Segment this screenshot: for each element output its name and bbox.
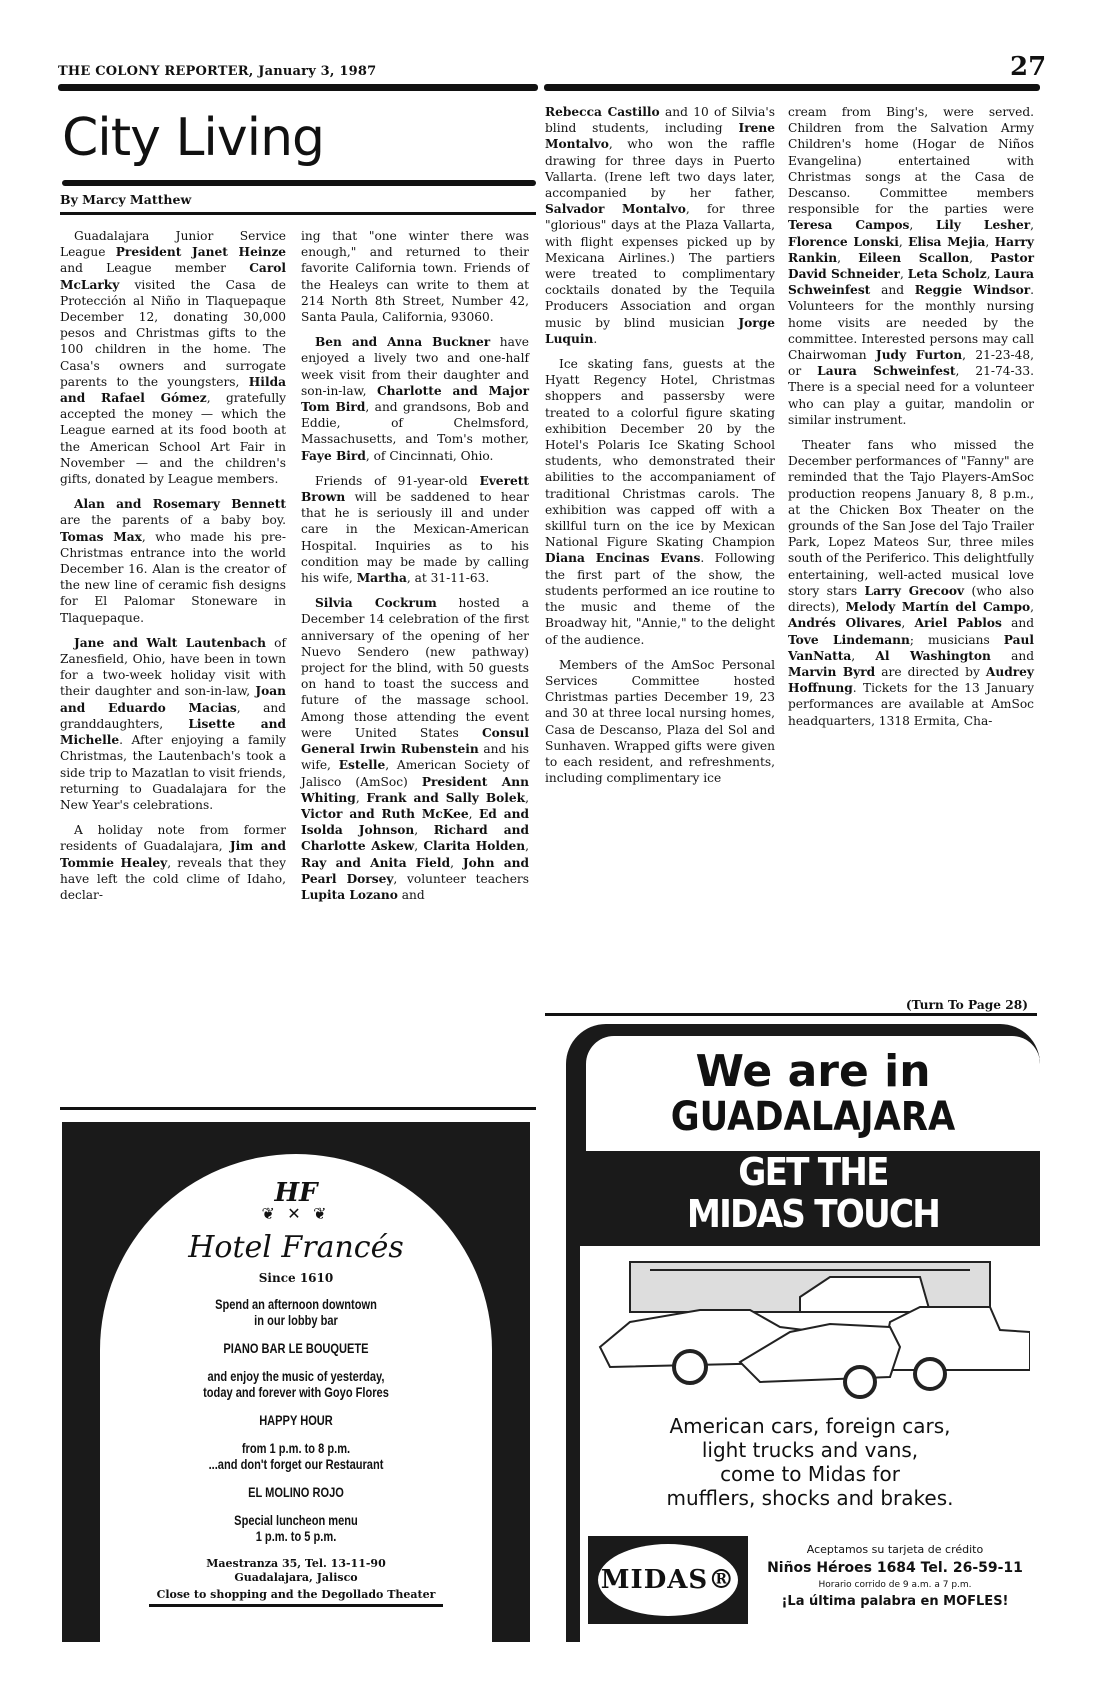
- credit-line: Aceptamos su tarjeta de crédito: [806, 1543, 984, 1556]
- midas-body: [580, 1246, 1040, 1642]
- paragraph: ing that "one winter there was enough," and returned to their favorite California town. Friends of the Healeys can write to them at 214 North 8th Street, Number 42, Santa Paula, California, 93060.: [301, 229, 529, 325]
- ad-line: in our lobby bar: [254, 1313, 338, 1328]
- ad-line: and enjoy the music of yesterday,: [207, 1369, 385, 1384]
- midas-headline-box: [586, 1036, 1040, 1151]
- ad-line: Special luncheon menu: [234, 1513, 358, 1528]
- midas-info: [750, 1542, 1040, 1612]
- paragraph: Rebecca Castillo and 10 of Silvia's blind students, including Irene Montalvo, who won the raffle drawing for three days in Puerto Vallarta. (Irene left two days later, accompanied by her father, Salvador Montalvo, for three "glorious" days at the Plaza Vallarta, with flight expenses picked up by Mexicana Airlines.) The partiers were treated to complimentary cocktails donated by the Tequila Producers Association and organ music by blind musician Jorge Luquin.: [545, 105, 775, 346]
- paragraph: Theater fans who missed the December performances of "Fanny" are reminded that the Tajo Players-AmSoc production reopens January 8, 8 p.m., at the Chicken Box Theater on the grounds of the San Jose del Tajo Trailer Park, Lopez Mateos Sur, three miles south of the Periferico. This delightfully entertaining, well-acted musical love story stars Larry Grecoov (who also directs), Melody Martín del Campo, Andrés Olivares, Ariel Pablos and Tove Lindemann; musicians Paul VanNatta, Al Washington and Marvin Byrd are directed by Audrey Hoffnung. Tickets for the 13 January performances are available at AmSoc headquarters, 1318 Ermita, Cha-: [788, 438, 1035, 728]
- ad-line: EL MOLINO ROJO: [248, 1485, 344, 1500]
- midas-band: [586, 1151, 1040, 1246]
- ad-line: today and forever with Goyo Flores: [203, 1385, 389, 1400]
- section-title: City Living: [62, 108, 325, 168]
- paragraph: Ice skating fans, guests at the Hyatt Regency Hotel, Christmas shoppers and passersby were treated to a colorful figure skating exhibition December 20 by the Hotel's Polaris Ice Skating School students, who demonstrated their abilities to the accompaniament of traditional Christmas carols. The exhibition was capped off with a skillful turn on the ice by Mexican National Figure Skating Champion Diana Encinas Evans. Following the first part of the show, the students performed an ice routine to the music and theme of the Broadway hit, "Annie," to the delight of the audience.: [545, 357, 775, 647]
- monogram-logo: HF: [274, 1178, 318, 1208]
- slogan-line: ¡La última palabra en MOFLES!: [781, 1594, 1009, 1609]
- article-column-3: [545, 104, 775, 795]
- midas-band-1: GET THE: [738, 1150, 888, 1194]
- midas-headline-2: GUADALAJARA: [670, 1094, 956, 1140]
- cars-illustration: [590, 1252, 1030, 1402]
- masthead: THE COLONY REPORTER, January 3, 1987: [58, 64, 377, 79]
- paragraph: cream from Bing's, were served. Children from the Salvation Army Children's home (Hogar de Niños Evangelina) entertained with Christmas songs at the Casa de Descanso. Committee members responsible for the parties were Teresa Campos, Lily Lesher, Florence Lonski, Elisa Mejia, Harry Rankin, Eileen Scallon, Pastor David Schneider, Leta Scholz, Laura Schweinfest and Reggie Windsor. Volunteers for the monthly nursing home visits are needed by the committee. Interested persons may call Chairwoman Judy Furton, 21-23-48, or Laura Schweinfest, 21-74-33. There is a special need for a volunteer who can play a guitar, mandolin or similar instrument.: [788, 105, 1035, 427]
- paragraph: Jane and Walt Lautenbach of Zanesfield, Ohio, have been in town for a two-week holiday visit with their daughter and son-in-law, Joan and Eduardo Macias, and granddaughters, Lisette and Michelle. After enjoying a family Christmas, the Lautenbach's took a side trip to Mazatlan to visit friends, returning to Guadalajara for the New Year's celebrations.: [60, 635, 286, 812]
- midas-ad: [566, 1024, 1040, 1642]
- article-column-4: [788, 104, 1034, 738]
- bottom-rule-right: [545, 1013, 1037, 1016]
- paragraph: Members of the AmSoc Personal Services Committee hosted Christmas parties December 19, 23 and 30 at three local nursing homes, Casa de Descanso, Plaza del Sol and Sunhaven. Wrapped gifts were given to each resident, and refreshments, including complimentary ice: [545, 657, 775, 786]
- hotel-frances-ad: [62, 1122, 530, 1642]
- laurel-icon: ❦ ✕ ❦: [261, 1206, 331, 1223]
- hotel-city: Guadalajara, Jalisco: [234, 1571, 358, 1584]
- top-rule-right: [544, 84, 1040, 91]
- ad-line: PIANO BAR LE BOUQUETE: [223, 1341, 369, 1356]
- hotel-closing: Close to shopping and the Degollado Theater: [149, 1588, 444, 1607]
- article-column-2: [301, 228, 529, 912]
- article-column-1: [60, 228, 286, 912]
- header-rule: [60, 212, 536, 215]
- page-number: 27: [1010, 52, 1047, 82]
- midas-band-2: MIDAS TOUCH: [686, 1192, 940, 1236]
- hours-line: Horario corrido de 9 a.m. a 7 p.m.: [818, 1580, 972, 1590]
- paragraph: Ben and Anna Buckner have enjoyed a lively two and one-half week visit from their daughter and son-in-law, Charlotte and Major Tom Bird, and grandsons, Bob and Eddie, of Chelmsford, Massachusetts, and Tom's mother, Faye Bird, of Cincinnati, Ohio.: [301, 335, 530, 463]
- copy-line: light trucks and vans,: [701, 1438, 919, 1462]
- midas-headline-1: We are in: [695, 1046, 931, 1097]
- title-rule: [62, 180, 536, 186]
- ad-line: from 1 p.m. to 8 p.m.: [241, 1441, 351, 1456]
- ad-line: 1 p.m. to 5 p.m.: [255, 1529, 337, 1544]
- hotel-address: Maestranza 35, Tel. 13-11-90: [206, 1557, 386, 1570]
- hotel-ad-content: [100, 1162, 492, 1607]
- copy-line: mufflers, shocks and brakes.: [666, 1486, 954, 1510]
- address-line: Niños Héroes 1684 Tel. 26-59-11: [767, 1560, 1023, 1576]
- midas-copy: [580, 1414, 1040, 1510]
- paragraph: Guadalajara Junior Service League President Janet Heinze and League member Carol McLarky visited the Casa de Protección al Niño in Tlaquepaque December 12, donating 30,000 pesos and Christmas gifts to the 100 children in the home. The Casa's owners and surrogate parents to the youngsters, Hilda and Rafael Gómez, gratefully accepted the money — which the League earned at its food booth at the American School Art Fair in November — and the children's gifts, donated by League members.: [60, 229, 286, 487]
- paragraph: A holiday note from former residents of Guadalajara, Jim and Tommie Healey, reveals that they have left the cold clime of Idaho, declar-: [60, 823, 286, 902]
- jump-line[interactable]: (Turn To Page 28): [905, 998, 1028, 1012]
- paragraph: Friends of 91-year-old Everett Brown will be saddened to hear that he is seriously ill and under care in the Mexican-American Hospital. Inquiries as to his condition may be made by calling his wife, Martha, at 31-11-63.: [301, 473, 529, 586]
- midas-logo-text: MIDAS®: [598, 1544, 738, 1616]
- copy-line: American cars, foreign cars,: [669, 1414, 951, 1438]
- bottom-rule-left: [60, 1107, 536, 1110]
- hotel-name: Hotel Francés: [188, 1230, 404, 1265]
- paragraph: Silvia Cockrum hosted a December 14 celebration of the first anniversary of the opening of her Nuevo Sendero (new pathway) project for the blind, with 50 guests on hand to toast the success and future of the massage school. Among those attending the event were United States Consul General Irwin Rubenstein and his wife, Estelle, American Society of Jalisco (AmSoc) President Ann Whiting, Frank and Sally Bolek, Victor and Ruth McKee, Ed and Isolda Johnson, Richard and Charlotte Askew, Clarita Holden, Ray and Anita Field, John and Pearl Dorsey, volunteer teachers Lupita Lozano and: [301, 596, 530, 902]
- ad-line: ...and don't forget our Restaurant: [208, 1457, 384, 1472]
- top-rule-left: [58, 84, 538, 91]
- paragraph: Alan and Rosemary Bennett are the parents of a baby boy. Tomas Max, who made his pre-Christmas entrance into the world December 16. Alan is the creator of the new line of ceramic fish designs for El Palomar Stoneware in Tlaquepaque.: [60, 497, 286, 625]
- midas-logo: [588, 1536, 748, 1624]
- byline: By Marcy Matthew: [60, 192, 192, 207]
- ad-line: HAPPY HOUR: [259, 1413, 333, 1428]
- copy-line: come to Midas for: [720, 1462, 900, 1486]
- since-line: Since 1610: [258, 1271, 334, 1285]
- ad-line: Spend an afternoon downtown: [215, 1297, 377, 1312]
